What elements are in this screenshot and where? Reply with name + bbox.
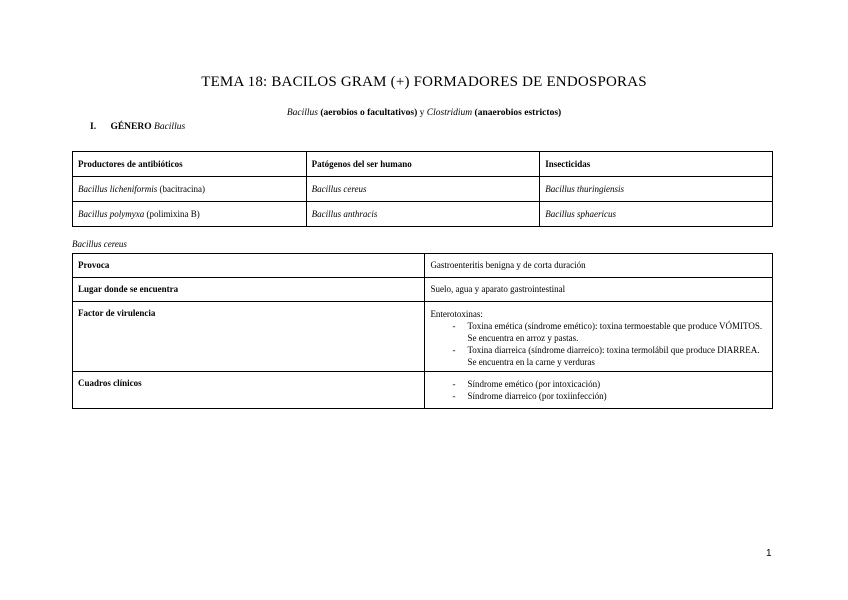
section-genus: Bacillus bbox=[154, 122, 186, 132]
cuadros-list bbox=[430, 378, 767, 402]
factor-intro: Enterotoxinas: bbox=[430, 309, 483, 319]
section-label: GÉNERO bbox=[110, 122, 152, 132]
subtitle-bacillus-note: (aerobios o facultativos) bbox=[320, 108, 418, 118]
table-row bbox=[73, 202, 773, 227]
header-pathogens: Patógenos del ser humano bbox=[306, 152, 540, 177]
table-header-row bbox=[73, 152, 773, 177]
page-number: 1 bbox=[766, 548, 772, 559]
subtitle-clostridium-note: (anaerobios estrictos) bbox=[474, 108, 562, 118]
list-item: - Síndrome emético (por intoxicación) bbox=[452, 378, 767, 390]
bacillus-cereus-table bbox=[72, 253, 773, 409]
row-label-lugar: Lugar donde se encuentra bbox=[73, 278, 425, 302]
table-row bbox=[73, 278, 773, 302]
list-item: - Síndrome diarreico (por toxiinfección) bbox=[452, 390, 767, 402]
document-title: TEMA 18: BACILOS GRAM (+) FORMADORES DE ENDOSPORAS bbox=[201, 74, 647, 90]
table-cell bbox=[73, 177, 307, 202]
header-insecticides: Insecticidas bbox=[540, 152, 773, 177]
antibiotic-note: (polimixina B) bbox=[146, 209, 200, 219]
table-row bbox=[73, 372, 773, 409]
row-value-factor bbox=[425, 302, 773, 372]
row-value-provoca: Gastroenteritis benigna y de corta duración bbox=[425, 254, 773, 278]
subtitle-genus-bacillus: Bacillus bbox=[286, 108, 318, 118]
antibiotic-note: (bacitracina) bbox=[159, 184, 205, 194]
factor-list bbox=[430, 320, 767, 368]
row-label-factor: Factor de virulencia bbox=[73, 302, 425, 372]
list-item: - Toxina diarreica (síndrome diarreico): toxina termolábil que produce DIARREA. Se encuentra en la carne y verduras bbox=[452, 344, 767, 368]
row-label-provoca: Provoca bbox=[73, 254, 425, 278]
table-row bbox=[73, 254, 773, 278]
row-value-lugar: Suelo, agua y aparato gastrointestinal bbox=[425, 278, 773, 302]
section-number: I. bbox=[90, 122, 97, 132]
table-caption: Bacillus cereus bbox=[72, 239, 127, 249]
subtitle-conjunction: y bbox=[419, 108, 425, 118]
subtitle bbox=[0, 108, 848, 118]
species-name: Bacillus licheniformis bbox=[78, 184, 158, 194]
table-row bbox=[73, 302, 773, 372]
table-row bbox=[73, 177, 773, 202]
table-cell bbox=[73, 202, 307, 227]
species-name: Bacillus polymyxa bbox=[78, 209, 145, 219]
table-cell: Bacillus cereus bbox=[306, 177, 540, 202]
list-item: - Toxina emética (síndrome emético): toxina termoestable que produce VÓMITOS. Se encuentra en arroz y pastas. bbox=[452, 320, 767, 344]
table-cell: Bacillus anthracis bbox=[306, 202, 540, 227]
table-cell: Bacillus sphaericus bbox=[540, 202, 773, 227]
section-heading bbox=[90, 122, 185, 132]
header-antibiotics: Productores de antibióticos bbox=[73, 152, 307, 177]
subtitle-genus-clostridium: Clostridium bbox=[426, 108, 473, 118]
table-cell: Bacillus thuringiensis bbox=[540, 177, 773, 202]
bacillus-species-table bbox=[72, 151, 773, 227]
row-label-cuadros: Cuadros clínicos bbox=[73, 372, 425, 409]
row-value-cuadros bbox=[425, 372, 773, 409]
